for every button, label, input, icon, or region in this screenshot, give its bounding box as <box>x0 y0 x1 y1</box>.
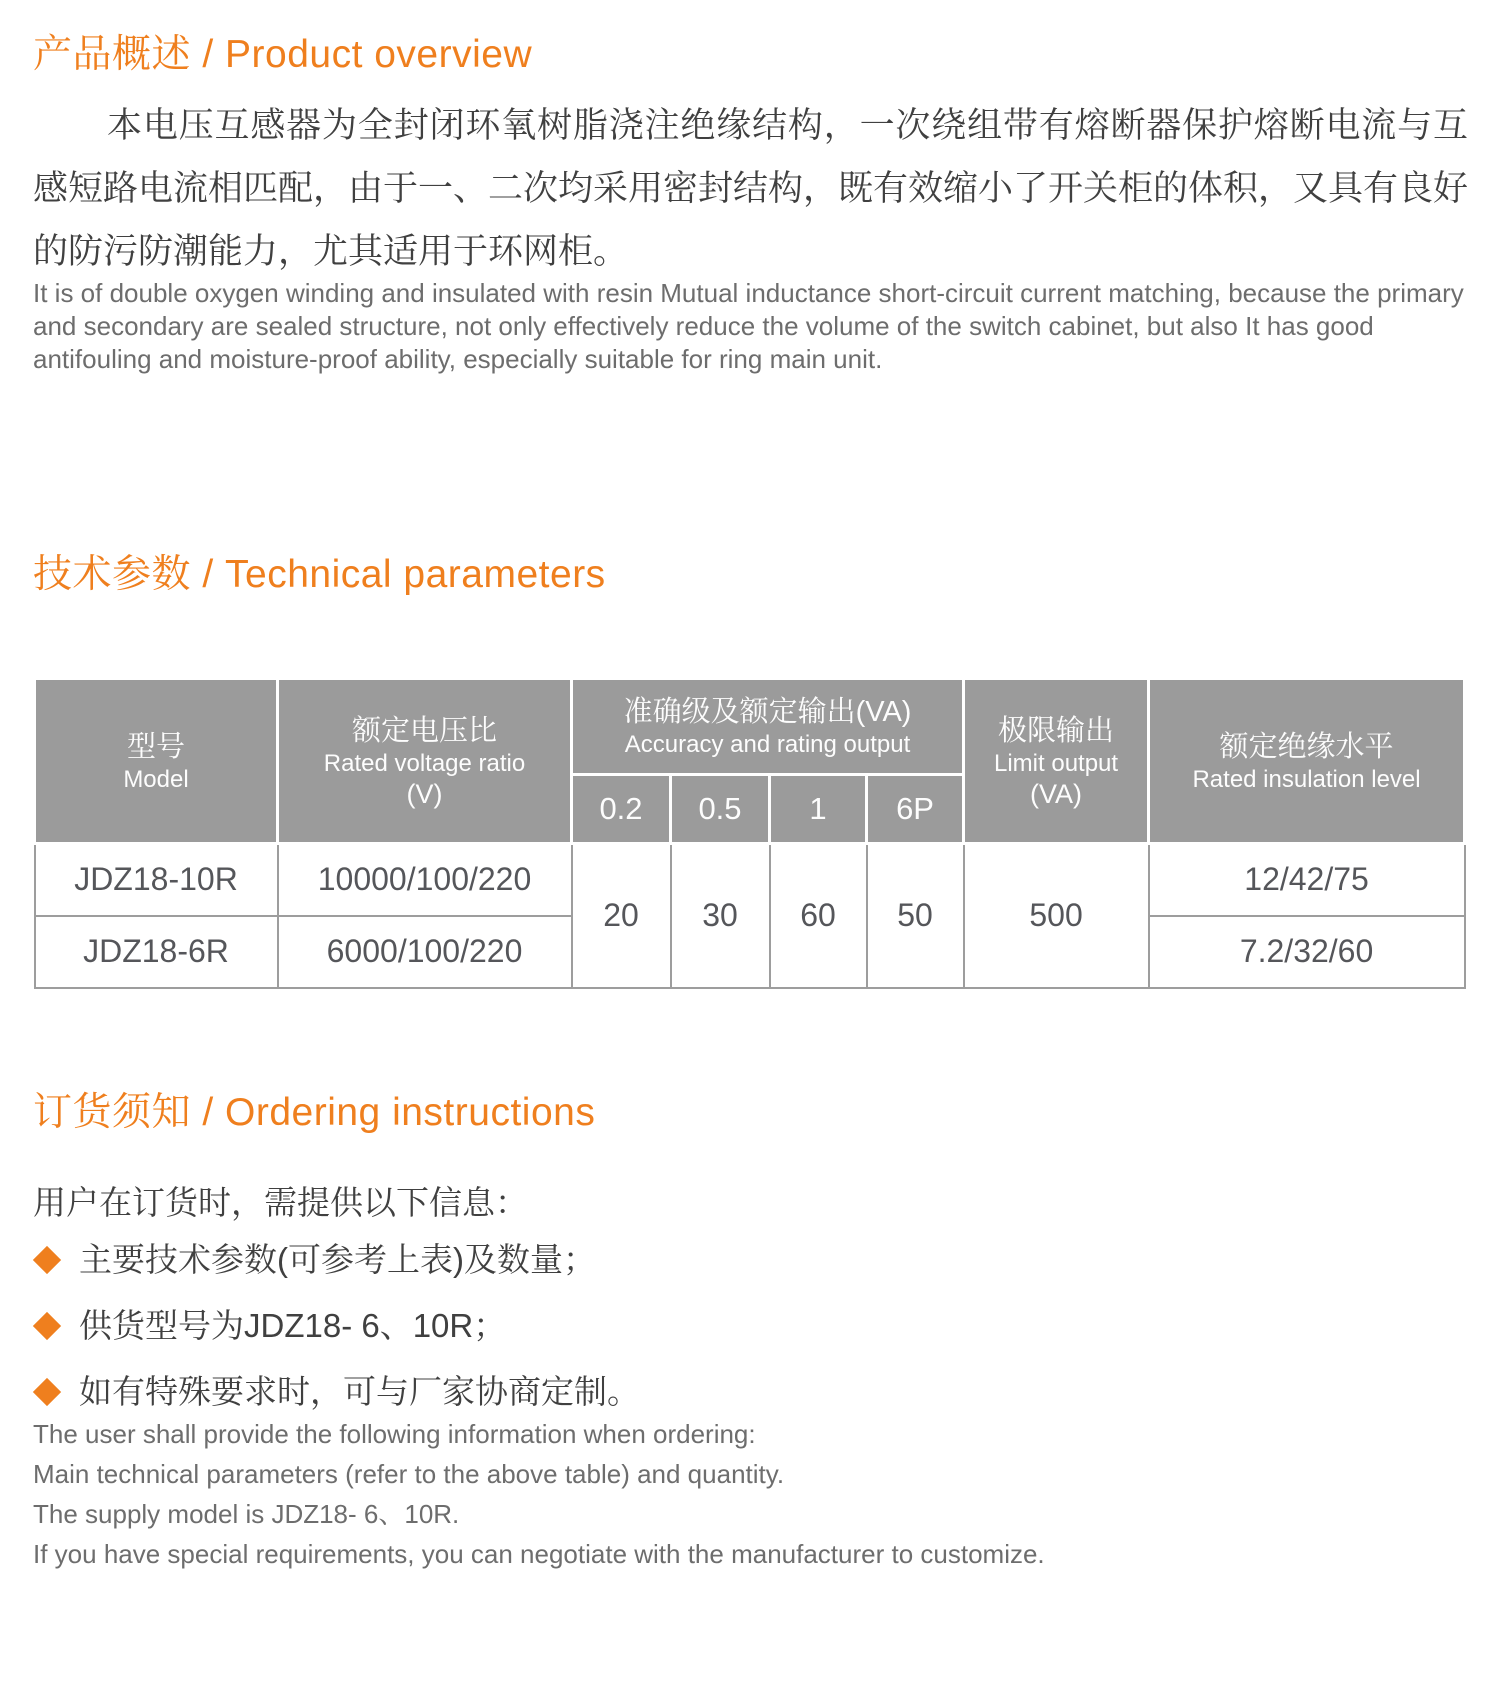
header-limit-zh: 极限输出 <box>998 714 1115 747</box>
header-accuracy-zh: 准确级及额定输出(VA) <box>623 696 912 728</box>
header-cell-limit-output <box>964 679 1149 844</box>
header-insulation-en: Rated insulation level <box>1192 765 1421 793</box>
ordering-en-line: If you have special requirements, you can negotiate with the manufacturer to customize. <box>33 1539 1045 1569</box>
cell-model-jdz18-6r: JDZ18-6R <box>35 916 278 988</box>
header-ratio-unit: (V) <box>406 778 443 809</box>
cell-insulation-jdz18-10r: 12/42/75 <box>1149 844 1465 916</box>
header-cell-model <box>35 679 278 844</box>
header-ratio-zh: 额定电压比 <box>351 714 497 747</box>
header-cell-accuracy-group <box>572 679 964 775</box>
header-cell-class-0-2: 0.2 <box>572 775 671 844</box>
table-row <box>35 844 1465 916</box>
overview-section-heading: 产品概述 / Product overview <box>33 33 533 76</box>
header-cell-voltage-ratio <box>278 679 572 844</box>
cell-model-jdz18-10r: JDZ18-10R <box>35 844 278 916</box>
cell-output-6p: 50 <box>867 844 964 988</box>
cell-ratio-jdz18-6r: 6000/100/220 <box>278 916 572 988</box>
diamond-bullet-icon <box>33 1246 61 1274</box>
overview-paragraph-zh: 本电压互感器为全封闭环氧树脂浇注绝缘结构，一次绕组带有熔断器保护熔断电流与互感短路电流相匹配，由于一、二次均采用密封结构，既有效缩小了开关柜的体积，又具有良好的防污防潮能力，尤其适用于环网柜。 <box>33 106 1469 271</box>
cell-ratio-jdz18-10r: 10000/100/220 <box>278 844 572 916</box>
header-limit-en: Limit output <box>994 749 1119 777</box>
header-cell-class-1: 1 <box>770 775 867 844</box>
ordering-intro-line: 用户在订货时，需提供以下信息： <box>33 1184 528 1221</box>
cell-output-0-2: 20 <box>572 844 671 988</box>
header-accuracy-en: Accuracy and rating output <box>624 731 911 758</box>
ordering-english-block <box>33 1414 1468 1574</box>
ordering-en-line: The supply model is JDZ18- 6、10R. <box>33 1499 460 1529</box>
list-item <box>33 1372 640 1412</box>
header-cell-insulation <box>1149 679 1465 844</box>
bullet-text: 供货型号为JDZ18- 6、10R； <box>79 1307 507 1344</box>
header-model-zh: 型号 <box>126 730 185 763</box>
header-cell-class-0-5: 0.5 <box>671 775 770 844</box>
list-item <box>33 1306 640 1346</box>
ordering-bullet-list <box>33 1240 640 1438</box>
ordering-en-line: The user shall provide the following information when ordering: <box>33 1419 756 1449</box>
diamond-bullet-icon <box>33 1312 61 1340</box>
bullet-text: 如有特殊要求时，可与厂家协商定制。 <box>79 1373 640 1410</box>
diamond-bullet-icon <box>33 1378 61 1406</box>
list-item <box>33 1240 640 1280</box>
overview-paragraph-en: It is of double oxygen winding and insulated with resin Mutual inductance short-circuit current matching, because the primary and secondary are sealed structure, not only effectively reduce the volume of the switch cabinet, but also It has good antifouling and moisture-proof ability, especially suitable for ring main unit. <box>33 278 1464 374</box>
ordering-en-line: Main technical parameters (refer to the above table) and quantity. <box>33 1459 785 1489</box>
technical-section-heading: 技术参数 / Technical parameters <box>33 553 606 596</box>
bullet-text: 主要技术参数(可参考上表)及数量； <box>79 1241 596 1278</box>
cell-output-0-5: 30 <box>671 844 770 988</box>
header-limit-unit: (VA) <box>1030 778 1083 809</box>
ordering-section-heading: 订货须知 / Ordering instructions <box>33 1091 596 1134</box>
cell-output-1: 60 <box>770 844 867 988</box>
header-insulation-zh: 额定绝缘水平 <box>1219 730 1394 763</box>
technical-parameters-table <box>33 677 1466 989</box>
cell-limit-output: 500 <box>964 844 1149 988</box>
header-model-en: Model <box>123 765 189 793</box>
cell-insulation-jdz18-6r: 7.2/32/60 <box>1149 916 1465 988</box>
header-ratio-en: Rated voltage ratio <box>323 749 526 777</box>
header-cell-class-6p: 6P <box>867 775 964 844</box>
